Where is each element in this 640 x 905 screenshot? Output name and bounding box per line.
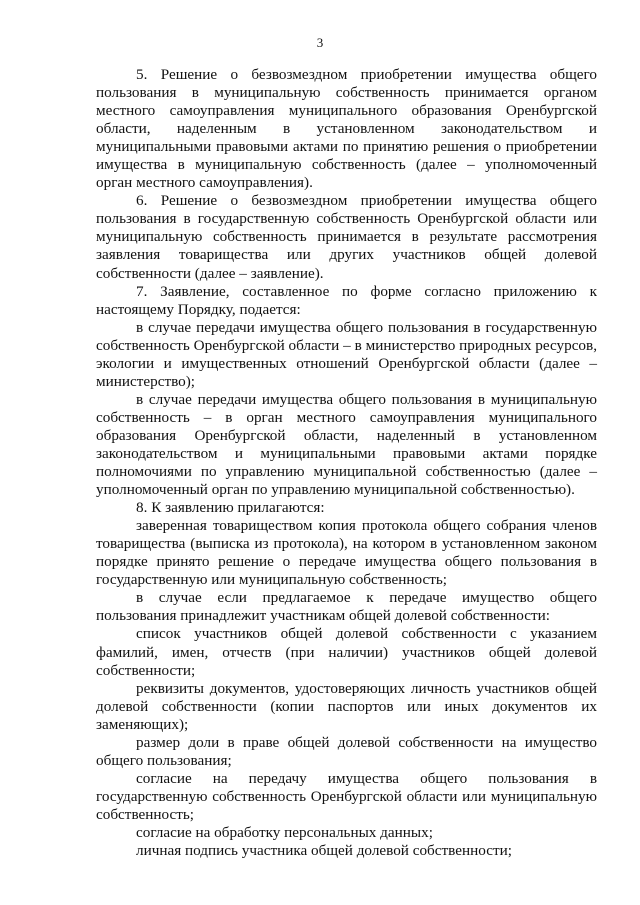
paragraph-8-item-protocol: заверенная товариществом копия протокола общего собрания членов товарищества (выписка из протокола), на котором в установленном законом порядке принято решение о передаче имущества общего пользования в государственную или муниципальную собственность; bbox=[96, 517, 597, 589]
paragraph-8-item-shared-ownership: в случае если предлагаемое к передаче имущество общего пользования принадлежит участникам общей долевой собственности: bbox=[96, 589, 597, 625]
paragraph-8-item-identity-docs: реквизиты документов, удостоверяющих личность участников общей долевой собственности (копии паспортов или иных документов их заменяющих); bbox=[96, 679, 597, 733]
paragraph-8-item-consent-data: согласие на обработку персональных данных; bbox=[136, 823, 433, 841]
paragraph-7: 7. Заявление, составленное по форме согласно приложению к настоящему Порядку, подается: bbox=[96, 282, 597, 318]
paragraph-5: 5. Решение о безвозмездном приобретении имущества общего пользования в муниципальную собственность принимается органом местного самоуправления муниципального образования Оренбургской области, наделенным в установленном законодательством и муниципальными правовыми актами по принятию решения о приобретении имущества в муниципальную собственность (далее – уполномоченный орган местного самоуправления). bbox=[96, 66, 597, 192]
paragraph-7-item-state: в случае передачи имущества общего пользования в государственную собственность Оренбургской области – в министерство природных ресурсов, экологии и имущественных отношений Оренбургской области (далее – министерство); bbox=[96, 318, 597, 390]
page-number: 3 bbox=[316, 35, 324, 50]
paragraph-8-item-consent-transfer: согласие на передачу имущества общего пользования в государственную собственность Оренбургской области или муниципальную собственность; bbox=[96, 769, 597, 823]
paragraph-8-item-signature: личная подпись участника общей долевой собственности; bbox=[136, 842, 512, 860]
paragraph-8-item-share-size: размер доли в праве общей долевой собственности на имущество общего пользования; bbox=[96, 733, 597, 769]
document-body bbox=[96, 66, 597, 860]
paragraph-7-item-municipal: в случае передачи имущества общего пользования в муниципальную собственность – в орган местного самоуправления муниципального образования Оренбургской области, наделенный в установленном законодательством и муниципальными правовыми актами порядке полномочиями по управлению муниципальной собственностью (далее – уполномоченный орган по управлению муниципальной собственностью). bbox=[96, 390, 597, 499]
paragraph-8: 8. К заявлению прилагаются: bbox=[136, 499, 325, 517]
paragraph-8-item-list: список участников общей долевой собственности с указанием фамилий, имен, отчеств (при наличии) участников общей долевой собственности; bbox=[96, 625, 597, 679]
paragraph-6: 6. Решение о безвозмездном приобретении имущества общего пользования в государственную собственность Оренбургской области или муниципальную собственность принимается в результате рассмотрения заявления товарищества или других участников общей долевой собственности (далее – заявление). bbox=[96, 192, 597, 282]
